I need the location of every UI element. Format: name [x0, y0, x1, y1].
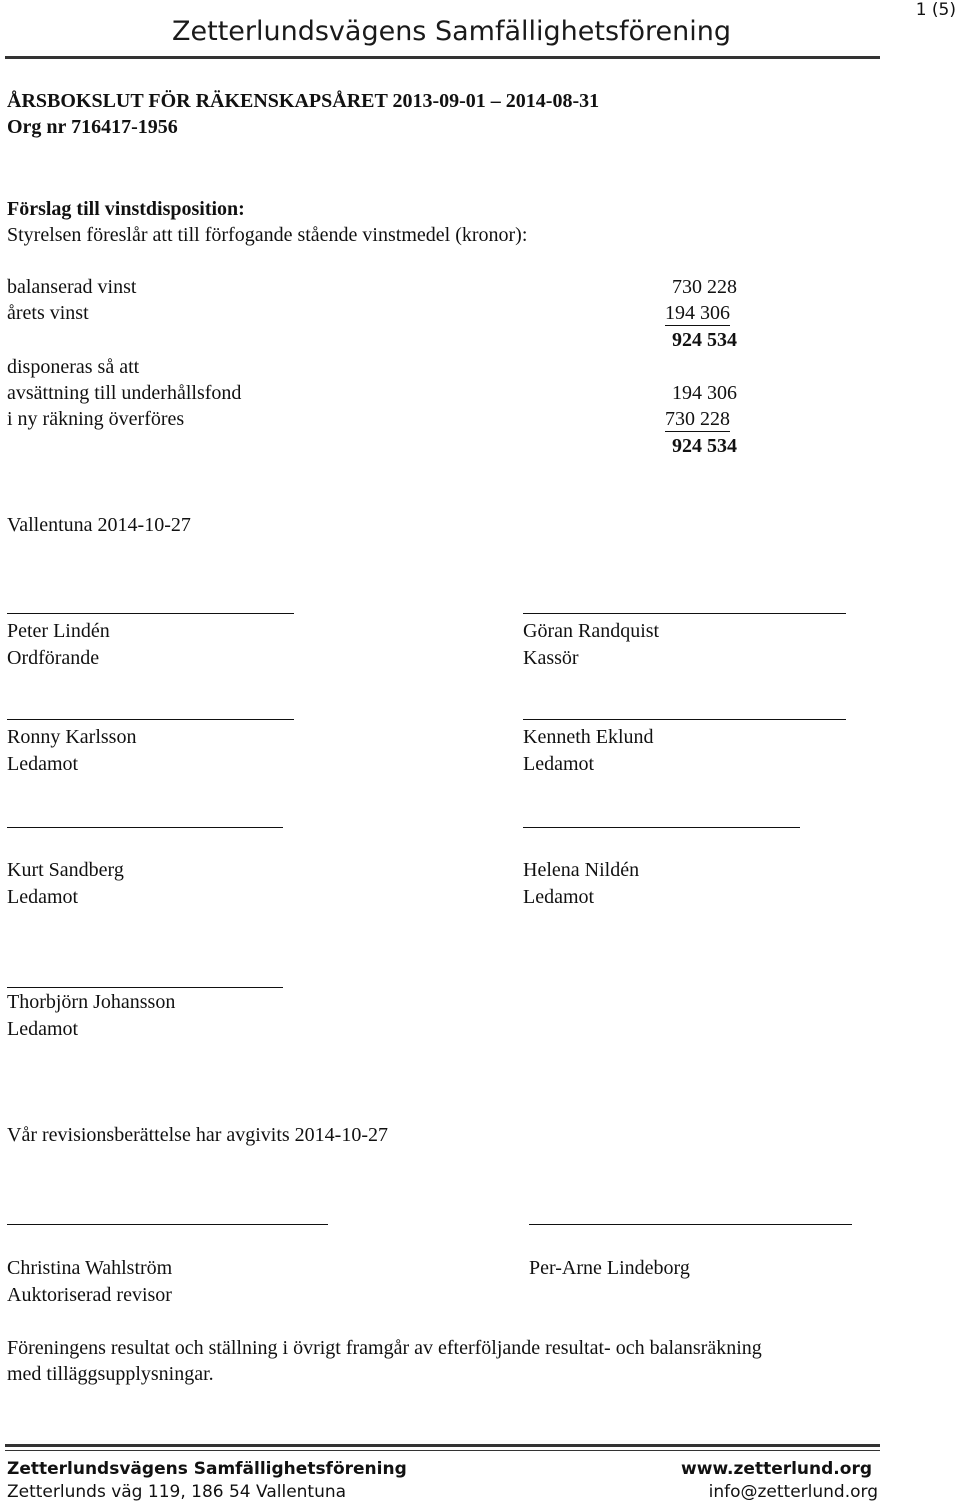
header-title: Zetterlundsvägens Samfällighetsförening [172, 16, 732, 47]
signer-name: Thorbjörn Johansson [7, 991, 176, 1013]
row-label: årets vinst [7, 302, 89, 324]
row-value: 194 306 [665, 302, 730, 324]
signature-line [523, 719, 846, 720]
signature-line [7, 987, 283, 988]
footer-org-name: Zetterlundsvägens Samfällighetsförening [7, 1459, 407, 1479]
auditor-role: Auktoriserad revisor [7, 1284, 172, 1306]
signer-name: Kenneth Eklund [523, 726, 654, 748]
row-label: avsättning till underhållsfond [7, 382, 242, 404]
auditor-name: Per-Arne Lindeborg [529, 1257, 690, 1279]
footer-rule [5, 1444, 880, 1447]
auditor-signature-line [529, 1224, 852, 1225]
signer-name: Peter Lindén [7, 620, 110, 642]
row-label: disponeras så att [7, 356, 140, 378]
signer-name: Ronny Karlsson [7, 726, 137, 748]
auditor-signature-line [7, 1224, 328, 1225]
signer-name: Helena Nildén [523, 859, 640, 881]
footer-email-link[interactable]: info@zetterlund.org [708, 1482, 878, 1502]
signature-line [7, 613, 294, 614]
signer-role: Ledamot [523, 886, 595, 908]
row-value: 730 228 [672, 276, 737, 298]
auditor-name: Christina Wahlström [7, 1257, 173, 1279]
signer-name: Kurt Sandberg [7, 859, 124, 881]
signer-role: Ledamot [7, 886, 79, 908]
proposal-intro: Styrelsen föreslår att till förfogande stående vinstmedel (kronor): [7, 224, 528, 246]
signature-line [523, 613, 846, 614]
signer-name: Göran Randquist [523, 620, 660, 642]
total-value: 924 534 [672, 435, 737, 457]
footer-address: Zetterlunds väg 119, 186 54 Vallentuna [7, 1482, 347, 1502]
signer-role: Ordförande [7, 647, 100, 669]
document-heading: ÅRSBOKSLUT FÖR RÄKENSKAPSÅRET 2013-09-01 – 2014-08-31 [7, 90, 600, 112]
org-number: Org nr 716417-1956 [7, 116, 178, 138]
row-label: balanserad vinst [7, 276, 137, 298]
signature-line [523, 827, 800, 828]
signature-line [7, 827, 283, 828]
closing-text: Föreningens resultat och ställning i övrigt framgår av efterföljande resultat- och balansräkning [7, 1337, 762, 1359]
row-value: 194 306 [672, 382, 737, 404]
footer-website-link[interactable]: www.zetterlund.org [681, 1459, 872, 1479]
subtotal-value: 924 534 [672, 329, 737, 351]
row-value: 730 228 [665, 408, 730, 430]
row-label: i ny räkning överföres [7, 408, 185, 430]
footer-rule-thin [5, 1450, 880, 1451]
signer-role: Ledamot [7, 1018, 79, 1040]
place-date: Vallentuna 2014-10-27 [7, 514, 191, 536]
header-rule [5, 56, 880, 59]
page-number: 1 (5) [915, 0, 956, 20]
signer-role: Kassör [523, 647, 579, 669]
closing-text: med tilläggsupplysningar. [7, 1363, 214, 1385]
audit-statement: Vår revisionsberättelse har avgivits 2014-10-27 [7, 1124, 389, 1146]
signer-role: Ledamot [7, 753, 79, 775]
signer-role: Ledamot [523, 753, 595, 775]
signature-line [7, 719, 294, 720]
proposal-title: Förslag till vinstdisposition: [7, 198, 245, 220]
